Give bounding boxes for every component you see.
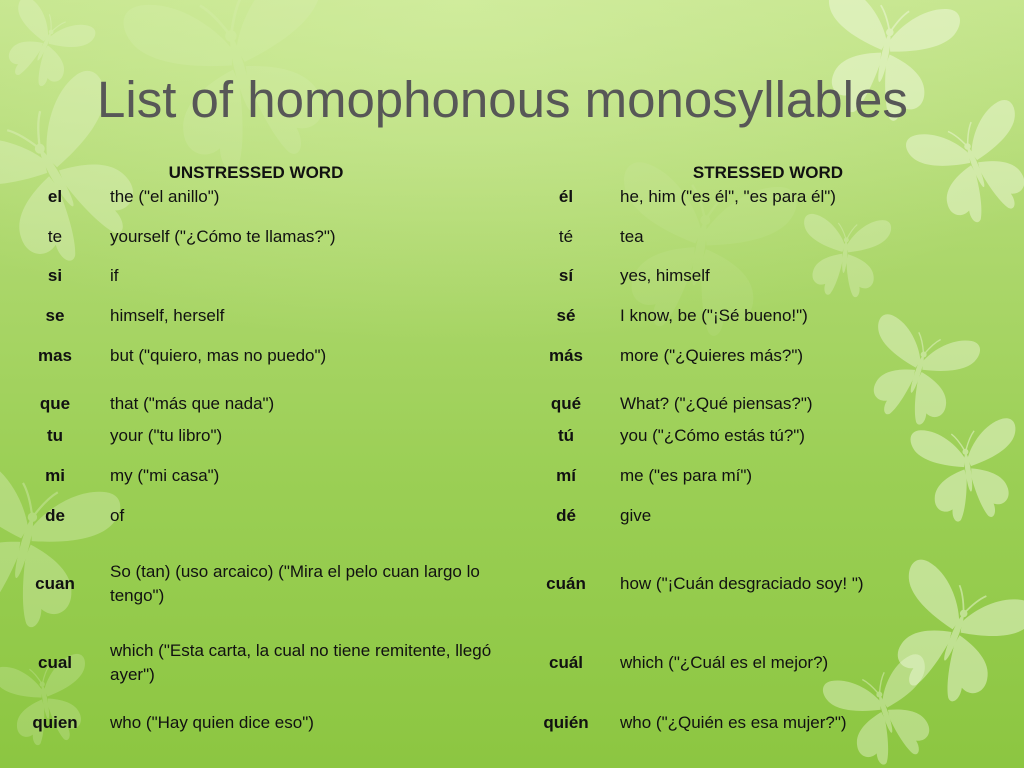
unstressed-word-cell: cuan (35, 574, 75, 593)
stressed-word-cell: dé (556, 506, 576, 525)
unstressed-word-cell: mi (45, 466, 65, 485)
stressed-meaning-cell: yes, himself (620, 266, 710, 285)
stressed-meaning-cell: you ("¿Cómo estás tú?") (620, 426, 805, 445)
unstressed-word-cell: tu (46, 426, 64, 445)
unstressed-meaning-cell: the ("el anillo") (110, 187, 220, 206)
stressed-word-cell: tú (557, 426, 575, 445)
unstressed-word-header: UNSTRESSED WORD (168, 163, 344, 182)
slide-title: List of homophonous monosyllables (97, 71, 908, 128)
unstressed-meaning-cell: himself, herself (110, 306, 225, 325)
unstressed-word-cell: quien (32, 713, 78, 732)
unstressed-word-cell: el (47, 187, 63, 206)
table-row (0, 560, 1024, 608)
stressed-word-cell: él (558, 187, 574, 206)
table-header-row (0, 161, 1024, 185)
stressed-meaning-cell: he, him ("es él", "es para él") (620, 187, 836, 206)
unstressed-meaning-cell: which ("Esta carta, la cual no tiene remitente, llegó ayer") (110, 641, 492, 684)
stressed-word-cell: té (558, 227, 574, 246)
stressed-word-cell: cuán (546, 574, 586, 593)
stressed-meaning-cell: how ("¡Cuán desgraciado soy! ") (620, 574, 864, 593)
stressed-word-cell: sé (556, 306, 576, 325)
table-row (0, 225, 1024, 249)
unstressed-meaning-cell: your ("tu libro") (110, 426, 223, 445)
stressed-meaning-cell: me ("es para mí") (620, 466, 753, 485)
unstressed-meaning-cell: who ("Hay quien dice eso") (110, 713, 314, 732)
stressed-meaning-cell: more ("¿Quieres más?") (620, 346, 804, 365)
table-row (0, 464, 1024, 488)
stressed-word-cell: quién (543, 713, 589, 732)
stressed-meaning-cell: which ("¿Cuál es el mejor?) (620, 653, 829, 672)
unstressed-word-cell: que (39, 394, 71, 413)
table-row (0, 639, 1024, 687)
stressed-word-cell: más (548, 346, 584, 365)
unstressed-word-cell: mas (37, 346, 73, 365)
stressed-word-header: STRESSED WORD (692, 163, 844, 182)
stressed-meaning-cell: I know, be ("¡Sé bueno!") (620, 306, 808, 325)
unstressed-word-cell: si (47, 266, 63, 285)
table-row (0, 711, 1024, 735)
unstressed-word-cell: de (45, 506, 65, 525)
table-row (0, 344, 1024, 368)
stressed-meaning-cell: who ("¿Quién es esa mujer?") (620, 713, 847, 732)
unstressed-word-cell: cual (37, 653, 73, 672)
unstressed-meaning-cell: that ("más que nada") (110, 394, 275, 413)
stressed-word-cell: sí (558, 266, 574, 285)
unstressed-meaning-cell: yourself ("¿Cómo te llamas?") (110, 227, 336, 246)
unstressed-meaning-cell: but ("quiero, mas no puedo") (110, 346, 327, 365)
unstressed-meaning-cell: my ("mi casa") (110, 466, 220, 485)
table-row (0, 504, 1024, 528)
unstressed-meaning-cell: of (110, 506, 125, 525)
unstressed-word-cell: se (45, 306, 65, 325)
stressed-meaning-cell: What? ("¿Qué piensas?") (620, 394, 813, 413)
unstressed-word-cell: te (47, 227, 63, 246)
stressed-word-cell: qué (550, 394, 582, 413)
unstressed-meaning-cell: if (110, 266, 119, 285)
stressed-meaning-cell: give (620, 506, 652, 525)
table-row (0, 392, 1024, 416)
unstressed-meaning-cell: So (tan) (uso arcaico) ("Mira el pelo cuan largo lo tengo") (110, 562, 480, 605)
table-row (0, 424, 1024, 448)
stressed-word-cell: mí (556, 466, 576, 485)
stressed-word-cell: cuál (548, 653, 584, 672)
table-row (0, 304, 1024, 328)
table-row (0, 185, 1024, 209)
table-row (0, 264, 1024, 288)
stressed-meaning-cell: tea (620, 227, 644, 246)
